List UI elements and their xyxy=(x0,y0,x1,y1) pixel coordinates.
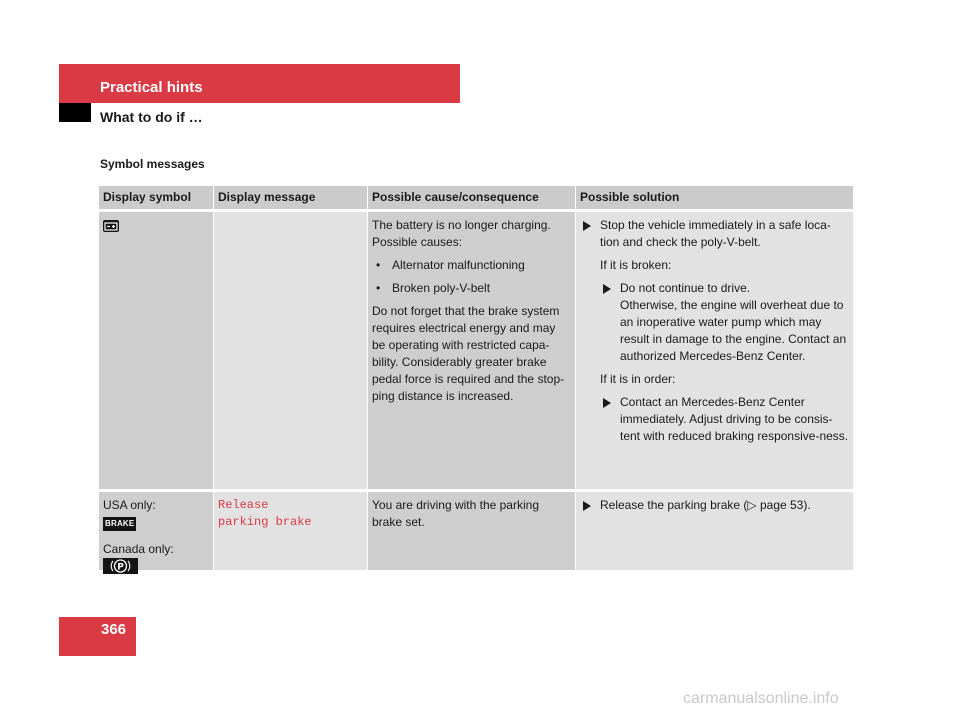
section-header-band xyxy=(59,64,460,103)
solution-step: Release the parking brake (▷ page 53). xyxy=(580,497,849,514)
possible-solution-cell xyxy=(575,489,853,570)
page-number-box xyxy=(59,617,136,656)
page-subtitle: What to do if … xyxy=(100,109,203,125)
condition-label: If it is broken: xyxy=(600,258,672,272)
display-message-cell xyxy=(213,209,367,489)
column-header-display-symbol: Display symbol xyxy=(99,186,213,209)
cause-note: Do not forget that the brake system requires electrical energy and may be operating with restricted capa-bility. Considerably greater brake pedal force is required and the stop-ping distance is increased. xyxy=(372,304,565,403)
list-item: • Broken poly-V-belt xyxy=(376,281,491,295)
table-header-row xyxy=(99,186,853,209)
cause-intro: The battery is no longer charging. Possible causes: xyxy=(372,218,551,249)
cause-text: You are driving with the parking brake set. xyxy=(372,498,539,529)
solution-step: Do not continue to drive. Otherwise, the engine will overheat due to an inoperative water pump which may result in damage to the engine. Contact an authorized Mercedes-Benz Center. xyxy=(580,280,849,365)
header-tab-marker xyxy=(59,103,91,122)
symbol-messages-table xyxy=(99,186,853,573)
solution-note: Otherwise, the engine will overheat due to an inoperative water pump which may result in damage to the engine. Contact an authorized Mercedes-Benz Center. xyxy=(620,298,847,363)
condition-label: If it is in order: xyxy=(600,372,676,386)
bullet-icon: • xyxy=(376,258,381,272)
svg-text:P: P xyxy=(117,562,124,573)
column-header-possible-solution: Possible solution xyxy=(575,186,853,209)
possible-cause-cell xyxy=(367,489,575,570)
page-number: 366 xyxy=(101,621,127,638)
arrow-right-icon xyxy=(583,501,591,511)
solution-step: Contact an Mercedes-Benz Center immediately. Adjust driving to be consis-tent with reduced braking responsive-ness. xyxy=(580,394,849,445)
table-row xyxy=(99,489,853,573)
list-item: • Alternator malfunctioning xyxy=(376,258,525,272)
watermark: carmanualsonline.info xyxy=(683,690,839,707)
battery-warning-icon xyxy=(103,220,119,232)
display-message-cell xyxy=(213,489,367,570)
table-row xyxy=(99,209,853,489)
arrow-right-icon xyxy=(583,221,591,231)
parking-brake-p-icon xyxy=(103,558,138,574)
section-title: Practical hints xyxy=(100,79,203,96)
display-symbol-cell xyxy=(99,489,213,573)
possible-cause-cell xyxy=(367,209,575,489)
column-header-possible-cause: Possible cause/consequence xyxy=(367,186,575,209)
solution-step: Stop the vehicle immediately in a safe loca-tion and check the poly-V-belt. xyxy=(580,217,849,251)
brake-warning-icon: BRAKE xyxy=(103,517,136,531)
bullet-icon: • xyxy=(376,281,381,295)
possible-solution-cell xyxy=(575,209,853,489)
canada-only-label: Canada only: xyxy=(103,542,174,556)
arrow-right-icon xyxy=(603,398,611,408)
table-heading: Symbol messages xyxy=(100,157,205,171)
column-header-display-message: Display message xyxy=(213,186,367,209)
display-message-line: Release xyxy=(218,498,269,512)
usa-only-label: USA only: xyxy=(103,498,156,512)
arrow-right-icon xyxy=(603,284,611,294)
display-message-line: parking brake xyxy=(218,515,312,529)
display-symbol-cell xyxy=(99,209,213,489)
